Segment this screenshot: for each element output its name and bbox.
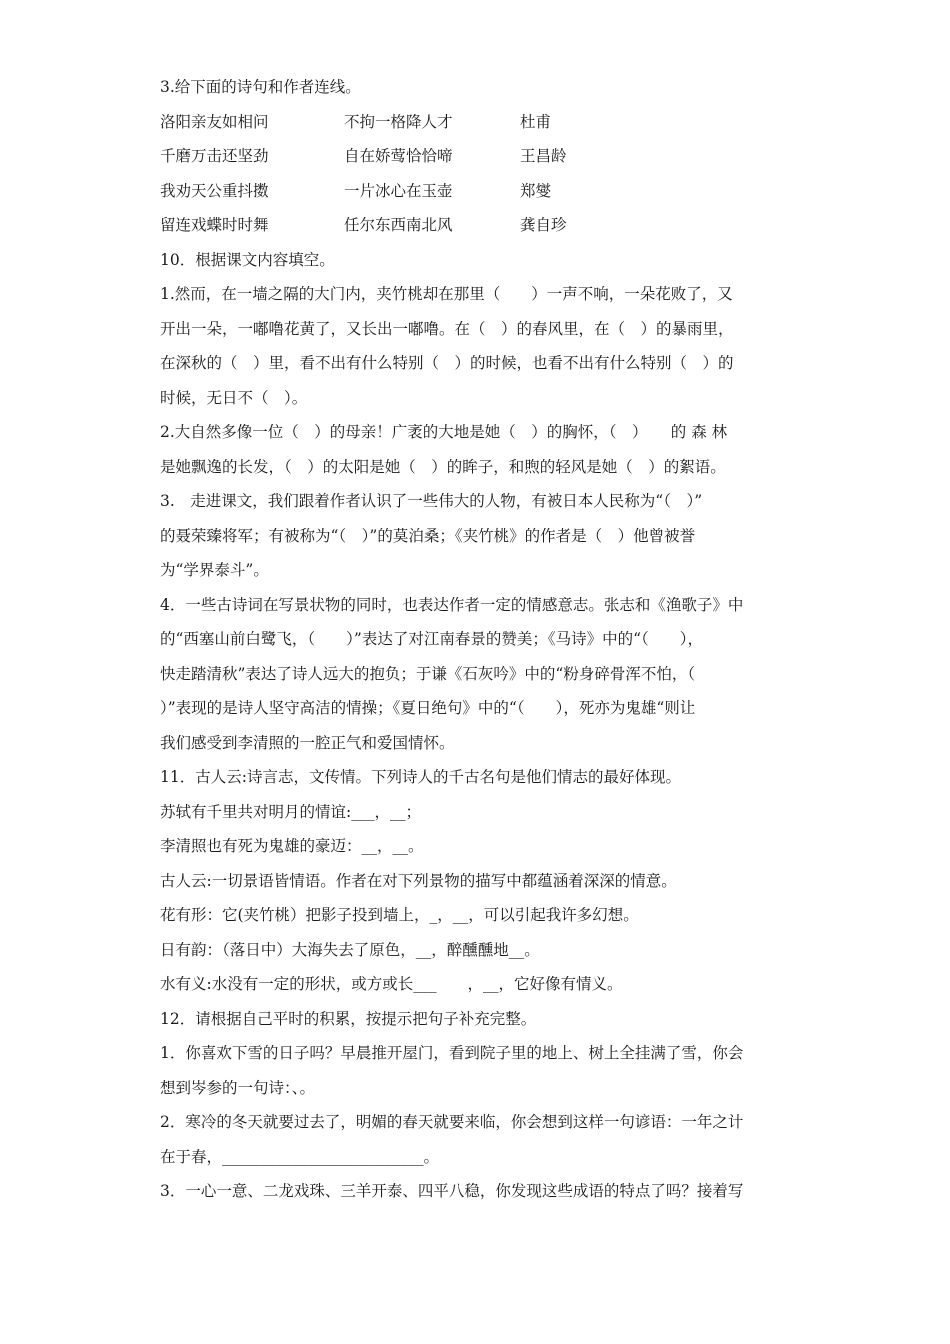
author-name: 龚自珍 xyxy=(520,216,567,234)
poem-line-right: 自在娇莺恰恰啼 xyxy=(344,147,453,165)
author-name: 王昌龄 xyxy=(520,147,567,165)
q11-title: 11．古人云:诗言志，文传情。下列诗人的千古名句是他们情志的最好体现。 xyxy=(160,768,681,786)
q12-1-text: 想到岑参的一句诗：、。 xyxy=(160,1078,316,1097)
poem-line-left: 洛阳亲友如相问 xyxy=(160,112,269,131)
q3-title: 3.给下面的诗句和作者连线。 xyxy=(160,78,361,96)
poem-line-right: 一片冰心在玉壶 xyxy=(344,181,453,200)
q10-4-text: 的“西塞山前白鹭飞，（ ）”表达了对江南春景的赞美；《马诗》中的“（ ）， xyxy=(160,630,704,648)
q10-1-text: 1.然而，在一墙之隔的大门内，夹竹桃却在那里（ ）一声不响，一朵花败了，又 xyxy=(160,285,733,303)
matching-row xyxy=(160,105,800,140)
poem-line-left: 千磨万击还坚劲 xyxy=(160,147,269,165)
q10-1-text: 在深秋的（ ）里，看不出有什么特别（ ）的时候，也看不出有什么特别（ ）的 xyxy=(160,354,734,372)
q10-3-text: 的聂荣臻将军；有被称为“（ ）”的莫泊桑；《夹竹桃》的作者是（ ）他曾被誉 xyxy=(160,526,696,545)
q10-4-text: 4．一些古诗词在写景状物的同时，也表达作者一定的情感意志。张志和《渔歌子》中 xyxy=(160,595,744,614)
q10-1-text: 时候，无日不（ ）。 xyxy=(160,388,308,407)
matching-row xyxy=(160,139,800,174)
q10-2-text: 是她飘逸的长发，（ ）的太阳是她（ ）的眸子，和煦的轻风是她（ ）的絮语。 xyxy=(160,457,726,476)
q11-text: 花有形：它(夹竹桃）把影子投到墙上，_，__，可以引起我许多幻想。 xyxy=(160,906,639,924)
author-name: 杜甫 xyxy=(520,112,552,131)
poem-line-right: 任尔东西南北风 xyxy=(344,216,453,234)
poem-line-left: 我劝天公重抖擞 xyxy=(160,181,269,200)
matching-row xyxy=(160,208,800,243)
q10-title: 10．根据课文内容填空。 xyxy=(160,250,335,269)
q10-1-text: 开出一朵，一嘟噜花黄了，又长出一嘟噜。在（ ）的春风里，在（ ）的暴雨里， xyxy=(160,319,734,338)
q10-3-text: 3. 走进课文，我们跟着作者认识了一些伟大的人物，有被日本人民称为“（ ）” xyxy=(160,492,703,510)
q12-2-text: 2．寒冷的冬天就要过去了，明媚的春天就要来临，你会想到这样一句谚语：一年之计 xyxy=(160,1113,744,1131)
q12-title: 12．请根据自己平时的积累，按提示把句子补充完整。 xyxy=(160,1009,537,1028)
matching-table xyxy=(160,105,800,243)
q12-3-text: 3．一心一意、二龙戏珠、三羊开泰、四平八稳，你发现这些成语的特点了吗？接着写 xyxy=(160,1182,744,1200)
q10-2-text: 2.大自然多像一位（ ）的母亲！广袤的大地是她（ ）的胸怀，（ ） 的 森 林 xyxy=(160,423,728,441)
q10-3-text: 为“学界泰斗”。 xyxy=(160,561,269,579)
poem-line-right: 不拘一格降人才 xyxy=(344,112,453,131)
q11-text: 水有义:水没有一定的形状，或方或长___ ，__，它好像有情义。 xyxy=(160,975,623,993)
document-page xyxy=(160,70,800,1209)
q10-4-text: 我们感受到李清照的一腔正气和爱国情怀。 xyxy=(160,733,455,752)
poem-line-left: 留连戏蝶时时舞 xyxy=(160,216,269,234)
author-name: 郑燮 xyxy=(520,181,552,200)
q11-text: 古人云:一切景语皆情语。作者在对下列景物的描写中都蕴涵着深深的情意。 xyxy=(160,871,677,890)
q12-2-text: 在于春，__________________________。 xyxy=(160,1147,440,1166)
matching-row xyxy=(160,174,800,209)
q11-text: 苏轼有千里共对明月的情谊:___，__； xyxy=(160,802,421,821)
q10-4-text: ）”表现的是诗人坚守高洁的情操；《夏日绝句》中的“（ ），死亦为鬼雄“则让 xyxy=(160,699,696,717)
q11-text: 李清照也有死为鬼雄的豪迈：__，__。 xyxy=(160,837,424,855)
q10-4-text: 快走踏清秋”表达了诗人远大的抱负；于谦《石灰吟》中的“粉身碎骨浑不怕，（ xyxy=(160,664,696,683)
q12-1-text: 1．你喜欢下雪的日子吗？早晨推开屋门，看到院子里的地上、树上全挂满了雪，你会 xyxy=(160,1044,744,1062)
q11-text: 日有韵：（落日中）大海失去了原色，__，醉醺醺地__。 xyxy=(160,940,540,959)
